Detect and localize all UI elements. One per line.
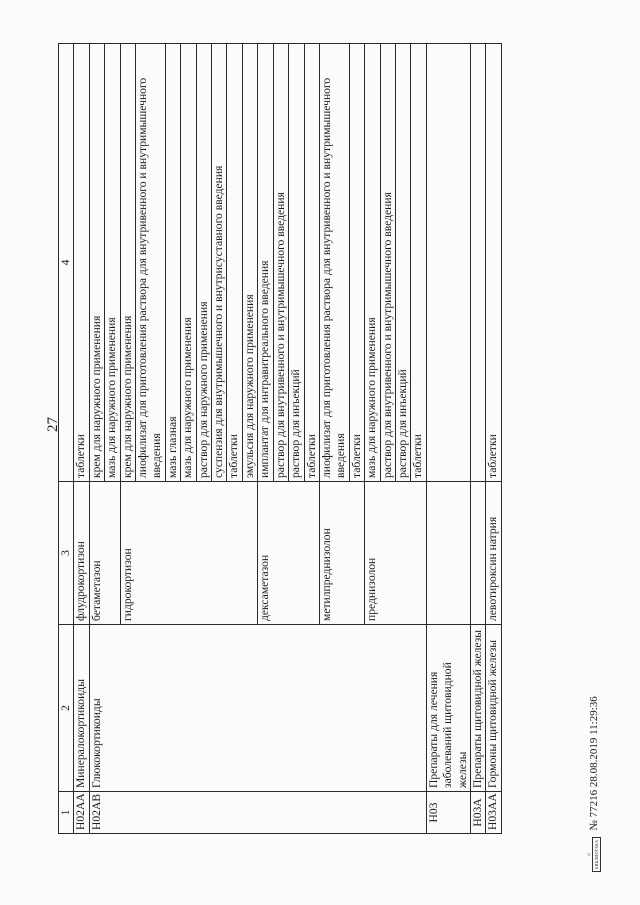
dosage-form-cell: имплантат для интравитреального введения xyxy=(258,44,273,482)
dosage-form-cell: мазь глазная xyxy=(165,44,180,482)
group-name-cell: Гормоны щитовидной железы xyxy=(486,625,501,792)
table-row xyxy=(470,44,485,834)
dosage-form-cell: таблетки xyxy=(74,44,89,482)
drug-table xyxy=(58,43,502,834)
drug-name-cell: левотироксин натрия xyxy=(486,482,501,625)
footer xyxy=(586,572,602,872)
dosage-form-cell: мазь для наружного применения xyxy=(365,44,380,482)
table-row xyxy=(426,44,470,834)
column-header: 4 xyxy=(59,44,74,482)
dosage-form-cell xyxy=(470,44,485,482)
dosage-form-cell: раствор для инъекций xyxy=(289,44,304,482)
dosage-form-cell: раствор для наружного применения xyxy=(196,44,211,482)
table-row xyxy=(486,44,501,834)
registration-number: № 77216 28.08.2019 11:29:36 xyxy=(588,696,600,831)
dosage-form-cell: таблетки xyxy=(349,44,364,482)
drug-name-cell xyxy=(426,482,470,625)
atc-code-cell: H02AA xyxy=(74,792,89,834)
dosage-form-cell: таблетки xyxy=(227,44,242,482)
dosage-form-cell: таблетки xyxy=(411,44,426,482)
page-number: 27 xyxy=(45,417,61,432)
dosage-form-cell: таблетки xyxy=(486,44,501,482)
drug-name-cell xyxy=(470,482,485,625)
dosage-form-cell: таблетки xyxy=(304,44,319,482)
library-stamp xyxy=(587,837,601,872)
stamp-mark-icon: ⌂ xyxy=(587,852,592,856)
dosage-form-cell: крем для наружного применения xyxy=(120,44,135,482)
dosage-form-cell xyxy=(426,44,470,482)
table-body xyxy=(74,44,501,834)
dosage-form-cell: раствор для инъекций xyxy=(395,44,410,482)
atc-code-cell: H03A xyxy=(470,792,485,834)
dosage-form-cell: раствор для внутривенного и внутримышечного введения xyxy=(273,44,288,482)
dosage-form-cell: суспензия для внутримышечного и внутрисуставного введения xyxy=(212,44,227,482)
atc-code-cell: H03 xyxy=(426,792,470,834)
group-name-cell: Глюкокортикоиды xyxy=(89,625,426,792)
table-header-row xyxy=(59,44,74,834)
dosage-form-cell: лиофилизат для приготовления раствора для внутривенного и внутримышечного введения xyxy=(136,44,166,482)
table-row xyxy=(74,44,89,834)
dosage-form-cell: мазь для наружного применения xyxy=(105,44,120,482)
drug-name-cell: преднизолон xyxy=(365,482,427,625)
table-row xyxy=(89,44,104,834)
drug-name-cell: гидрокортизон xyxy=(120,482,258,625)
group-name-cell: Препараты для лечения заболеваний щитовидной железы xyxy=(426,625,470,792)
dosage-form-cell: эмульсия для наружного применения xyxy=(242,44,257,482)
dosage-form-cell: мазь для наружного применения xyxy=(181,44,196,482)
drug-name-cell: бетаметазон xyxy=(89,482,120,625)
drug-name-cell: флудрокортизон xyxy=(74,482,89,625)
dosage-form-cell: крем для наружного применения xyxy=(89,44,104,482)
dosage-form-cell: лиофилизат для приготовления раствора для внутривенного и внутримышечного введения xyxy=(319,44,349,482)
column-header: 1 xyxy=(59,792,74,834)
atc-code-cell: H03AA xyxy=(486,792,501,834)
group-name-cell: Минералокортикоиды xyxy=(74,625,89,792)
atc-code-cell: H02AB xyxy=(89,792,426,834)
rotated-page xyxy=(58,44,589,834)
dosage-form-cell: раствор для внутривенного и внутримышечного введения xyxy=(380,44,395,482)
group-name-cell: Препараты щитовидной железы xyxy=(470,625,485,792)
drug-name-cell: дексаметазон xyxy=(258,482,320,625)
column-header: 2 xyxy=(59,625,74,792)
drug-name-cell: метилпреднизолон xyxy=(319,482,364,625)
column-header: 3 xyxy=(59,482,74,625)
stamp-label: БИБЛИОТЕКА xyxy=(592,837,601,872)
